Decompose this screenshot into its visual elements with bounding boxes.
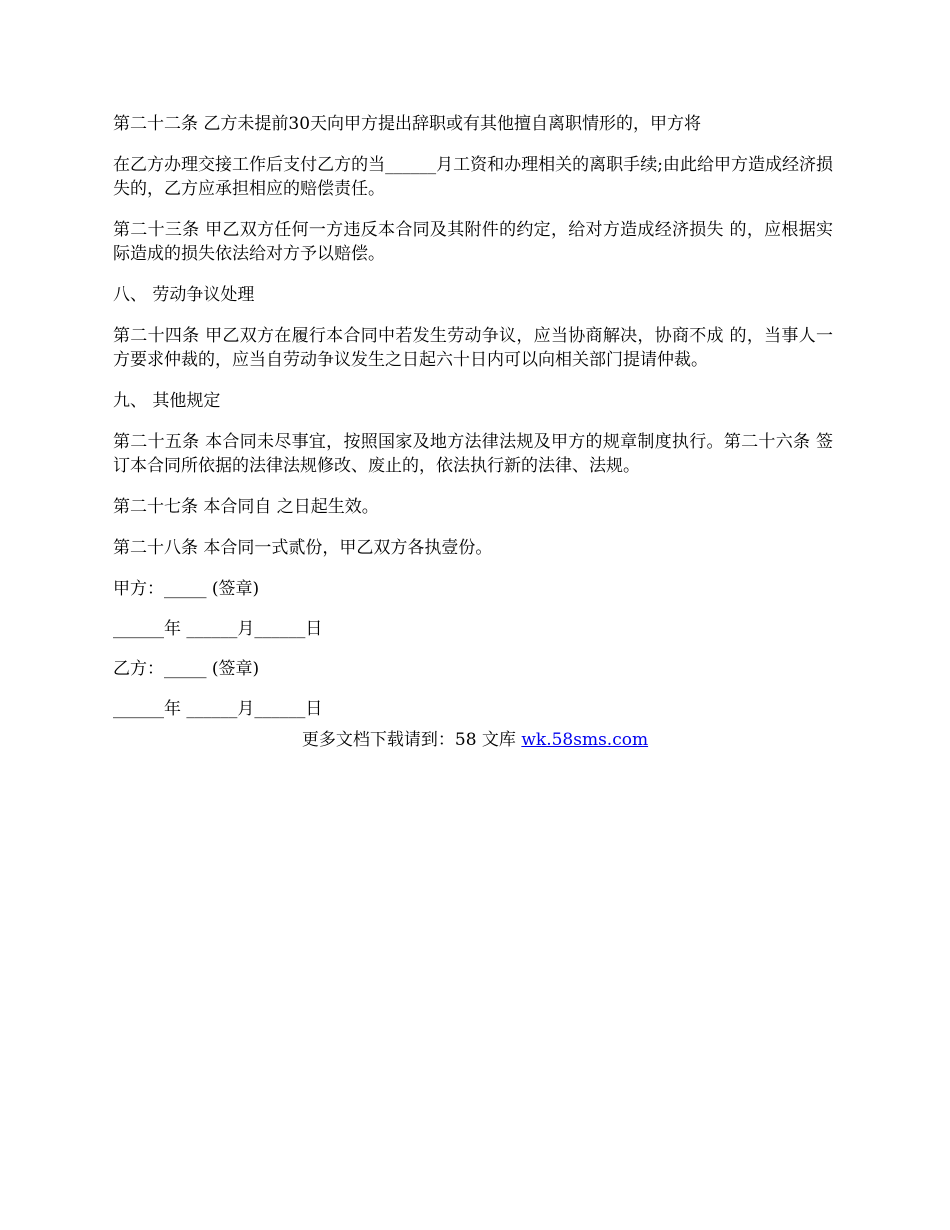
clause-22-line-1: 第二十二条 乙方未提前30天向甲方提出辞职或有其他擅自离职情形的，甲方将 bbox=[113, 114, 702, 134]
section-8-heading: 八、 劳动争议处理 bbox=[113, 285, 255, 305]
download-footer bbox=[0, 728, 950, 752]
clause-24: 第二十四条 甲乙双方在履行本合同中若发生劳动争议，应当协商解决，协商不成 的，当事人一方要求仲裁的，应当自劳动争议发生之日起六十日内可以向相关部门提请仲裁。 bbox=[113, 326, 833, 370]
clause-28: 第二十八条 本合同一式贰份，甲乙双方各执壹份。 bbox=[113, 538, 493, 558]
clause-22-line-2: 在乙方办理交接工作后支付乙方的当______月工资和办理相关的离职手续;由此给甲方造成经济损失的，乙方应承担相应的赔偿责任。 bbox=[113, 155, 833, 199]
document-body bbox=[113, 112, 833, 737]
footer-link[interactable]: wk.58sms.com bbox=[521, 730, 649, 750]
party-a-date: ______年 ______月______日 bbox=[113, 619, 323, 639]
party-b-signature: 乙方：_____ (签章) bbox=[113, 659, 260, 679]
party-b-date: ______年 ______月______日 bbox=[113, 699, 323, 719]
clause-23: 第二十三条 甲乙双方任何一方违反本合同及其附件的约定，给对方造成经济损失 的，应根据实际造成的损失依法给对方予以赔偿。 bbox=[113, 220, 833, 264]
clause-27: 第二十七条 本合同自 之日起生效。 bbox=[113, 497, 379, 517]
party-a-signature: 甲方：_____ (签章) bbox=[113, 579, 260, 599]
section-9-heading: 九、 其他规定 bbox=[113, 391, 221, 411]
clause-25-26: 第二十五条 本合同未尽事宜，按照国家及地方法律法规及甲方的规章制度执行。第二十六条 签订本合同所依据的法律法规修改、废止的，依法执行新的法律、法规。 bbox=[113, 432, 833, 476]
footer-prefix: 更多文档下载请到：58 文库 bbox=[301, 730, 522, 750]
